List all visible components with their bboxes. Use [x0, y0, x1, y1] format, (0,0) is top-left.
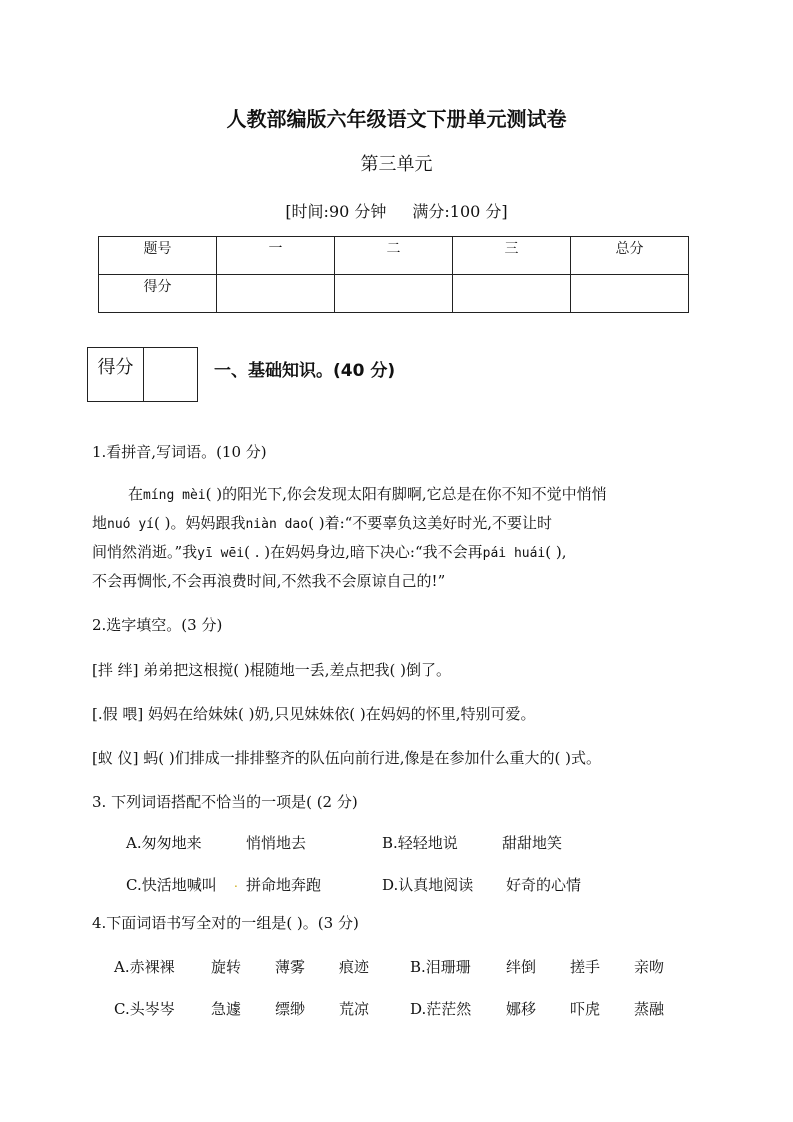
score-table: [98, 236, 689, 313]
q1-text: 间悄然消逝。”我: [92, 543, 198, 561]
q1-text: 在: [128, 485, 144, 503]
q3-option-b: B.轻轻地说: [382, 834, 458, 852]
q1-text: ( . )在妈妈身边,暗下决心:“我不会再: [244, 543, 483, 561]
q1-passage-line-4: 不会再惆怅,不会再浪费时间,不然我不会原谅自己的!”: [92, 572, 446, 590]
q1-passage-line-3: [92, 538, 707, 568]
section-title: 一、基础知识。(40 分): [214, 361, 396, 381]
q3-option-d-2: 好奇的心情: [506, 876, 582, 894]
q1-passage: [92, 480, 707, 510]
score-cell-total[interactable]: [571, 275, 689, 313]
q3-option-a-2: 悄悄地去: [246, 834, 307, 852]
q4-option-a-word-2: 薄雾: [275, 958, 306, 976]
q1-passage-line-2: [92, 509, 707, 539]
q3-option-c-2: 拼命地奔跑: [246, 876, 322, 894]
score-cell-1[interactable]: [217, 275, 335, 313]
q4-option-d-word-3: 蒸融: [634, 1000, 665, 1018]
score-table-score-row: [99, 275, 689, 313]
q1-text: ( )。妈妈跟我: [153, 514, 246, 532]
document-title: 人教部编版六年级语文下册单元测试卷: [226, 107, 567, 131]
q4-option-a-word-3: 痕迹: [339, 958, 370, 976]
q3-option-c: C.快活地喊叫: [126, 876, 217, 894]
q4-option-b: B.泪珊珊: [410, 958, 471, 976]
q4-option-b-word-2: 搓手: [570, 958, 601, 976]
q2-item-3: [蚁 仪] 蚂( )们排成一排排整齐的队伍向前行进,像是在参加什么重大的( )式。: [92, 749, 601, 767]
q4-option-a: A.赤裸裸: [114, 958, 175, 976]
exam-info: [0, 199, 793, 222]
q3-option-a: A.匆匆地来: [126, 834, 202, 852]
section-score-box: [87, 347, 198, 402]
header-cell-total: 总分: [571, 237, 689, 275]
q4-option-c-word-2: 缥缈: [275, 1000, 306, 1018]
q1-text: 地: [92, 514, 108, 532]
header-cell-3: 三: [453, 237, 571, 275]
q4-option-c: C.头岑岑: [114, 1000, 175, 1018]
q1-text: ( )着:“不要辜负这美好时光,不要让时: [308, 514, 553, 532]
q2-item-2: [.假 喂] 妈妈在给妹妹( )奶,只见妹妹依( )在妈妈的怀里,特别可爱。: [92, 705, 536, 723]
q4-option-c-word-3: 荒凉: [339, 1000, 370, 1018]
q1-pinyin-nuoyi: nuó yí: [107, 517, 154, 532]
q1-pinyin-yiwei: yī wēi: [197, 546, 245, 561]
q3-stray-dot: .: [234, 876, 238, 890]
q2-stem: 2.选字填空。(3 分): [92, 616, 223, 634]
q4-option-d-word-2: 吓虎: [570, 1000, 601, 1018]
q1-pinyin-mingmei: míng mèi: [143, 488, 206, 503]
header-cell-number: 题号: [99, 237, 217, 275]
full-score: 满分:100 分]: [412, 202, 508, 221]
q1-text: ( )的阳光下,你会发现太阳有脚啊,它总是在你不知不觉中悄悄: [205, 485, 607, 503]
q4-option-d: D.茫茫然: [410, 1000, 472, 1018]
q4-option-b-word-1: 绊倒: [506, 958, 537, 976]
q4-option-c-word-1: 急遽: [211, 1000, 242, 1018]
score-cell-2[interactable]: [335, 275, 453, 313]
q1-stem: 1.看拼音,写词语。(10 分): [92, 443, 267, 461]
score-cell-3[interactable]: [453, 275, 571, 313]
score-table-header-row: [99, 237, 689, 275]
q1-pinyin-niandao: niàn dao: [245, 517, 309, 532]
q1-text: ( ),: [545, 543, 567, 561]
q4-option-a-word-1: 旋转: [211, 958, 242, 976]
header-cell-2: 二: [335, 237, 453, 275]
q4-stem: 4.下面词语书写全对的一组是( )。(3 分): [92, 914, 359, 932]
q3-stem: 3. 下列词语搭配不恰当的一项是( (2 分): [92, 793, 358, 811]
time-limit: [时间:90 分钟: [285, 202, 387, 221]
q4-option-d-word-1: 娜移: [506, 1000, 537, 1018]
q1-pinyin-paihuai: pái huái: [482, 546, 546, 561]
q4-option-b-word-3: 亲吻: [634, 958, 665, 976]
header-cell-1: 一: [217, 237, 335, 275]
q3-option-b-2: 甜甜地笑: [502, 834, 563, 852]
q2-item-1: [拌 绊] 弟弟把这根搅( )棍随地一丢,差点把我( )倒了。: [92, 661, 451, 679]
q3-option-d: D.认真地阅读: [382, 876, 474, 894]
unit-title: 第三单元: [360, 154, 433, 175]
section-score-label: 得分: [88, 348, 144, 401]
score-row-label: 得分: [99, 275, 217, 313]
